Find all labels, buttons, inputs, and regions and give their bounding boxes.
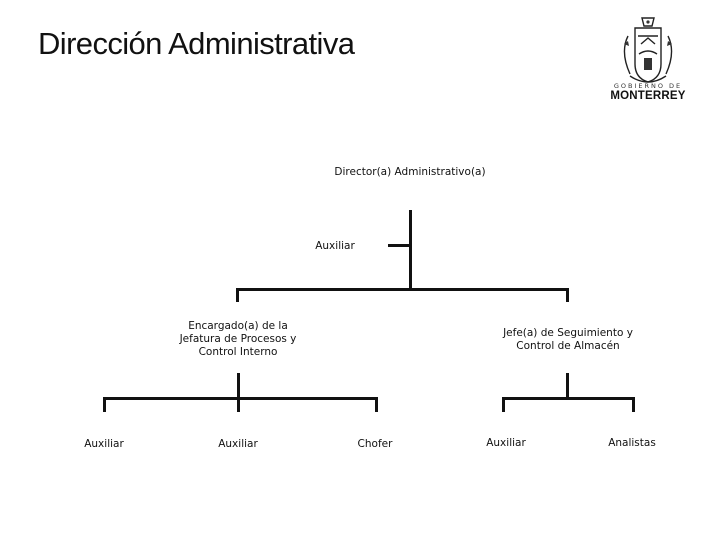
node-assistant: Auxiliar <box>315 240 355 252</box>
connector-left-child-2-drop <box>237 397 240 412</box>
node-left-child-2: Auxiliar <box>218 438 258 450</box>
connector-assistant-branch <box>388 244 410 247</box>
connector-director-vertical <box>409 210 412 290</box>
connector-left-children-horizontal <box>103 397 378 400</box>
node-right-child-2: Analistas <box>608 437 656 449</box>
node-left-child-3: Chofer <box>357 438 393 450</box>
connector-left-child-3-drop <box>375 397 378 412</box>
connector-heads-horizontal <box>236 288 569 291</box>
node-right-child-1: Auxiliar <box>486 437 526 449</box>
page-title: Dirección Administrativa <box>38 26 355 61</box>
connector-right-child-2-drop <box>632 397 635 412</box>
connector-right-child-1-drop <box>502 397 505 412</box>
connector-right-children-horizontal <box>502 397 635 400</box>
connector-left-child-1-drop <box>103 397 106 412</box>
node-left-head: Encargado(a) de la Jefatura de Procesos y Control Interno <box>179 320 297 358</box>
logo-name: MONTERREY <box>610 90 686 102</box>
connector-left-head-drop <box>236 288 239 302</box>
node-director: Director(a) Administrativo(a) <box>334 166 486 178</box>
node-right-head: Jefe(a) de Seguimiento y Control de Almacén <box>503 327 633 352</box>
connector-left-head-vertical <box>237 373 240 399</box>
connector-right-head-drop <box>566 288 569 302</box>
node-left-child-1: Auxiliar <box>84 438 124 450</box>
logo-subtitle: GOBIERNO DE <box>613 82 683 90</box>
connector-right-head-vertical <box>566 373 569 399</box>
